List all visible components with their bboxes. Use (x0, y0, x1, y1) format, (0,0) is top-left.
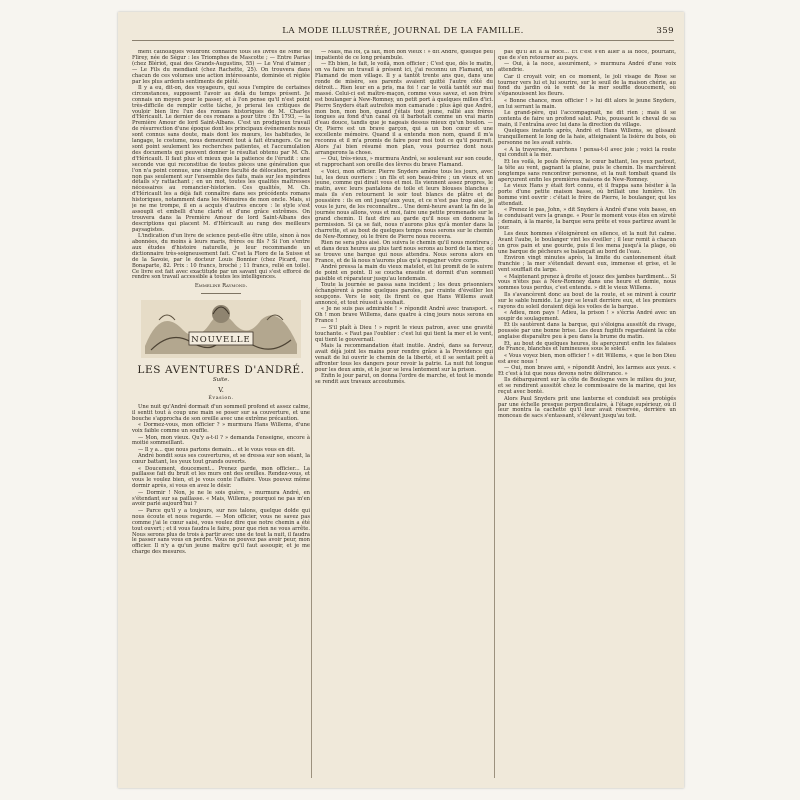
paragraph: Enfin le jour parut, on donna l'ordre de marche, et tout le monde se rendit aux travaux accoutumés. (315, 372, 493, 385)
newspaper-page (118, 12, 684, 788)
paragraph: Et, au bout de quelques heures, ils aperçurent enfin les falaises de France, blanches et lumineuses sous le soleil. (498, 340, 676, 353)
paragraph: Et les voilà, le pouls fiévreux, le cœur battant, les yeux partout, la tête au vent, gagnant la plaine, puis le chemin. Ils marchèrent longtemps sans rencontrer personne, et la nuit tombait quand ils aperçurent enfin les premières maisons de New-Romney. (498, 158, 676, 183)
column-1 (132, 50, 310, 778)
paragraph: « A la traversée, marchons ! pensa-t-il avec joie ; voici la route qui conduit à la mer. (498, 146, 676, 159)
story-subtitle: Suite. (212, 377, 230, 384)
paragraph: Rien ne sera plus aisé. On suivra le chemin qu'il nous montrera ; et dans deux heures au plus tard nous serons au bord de la mer, où se trouve une barque qui nous attendra. Nous serons alors en France, et de là nous n'aurons plus qu'à regagner votre corps. (315, 240, 493, 264)
paragraph: Ils débarquèrent sur la côte de Boulogne vers le milieu du jour, et se rendirent aussitôt chez le commissaire de la marine, qui les reçut avec bonté. (498, 377, 676, 396)
paragraph: Et ils sautèrent dans la barque, qui s'éloigna aussitôt du rivage, poussée par une bonne brise. Les deux fugitifs regardaient la côte anglaise disparaître peu à peu dans la brume du matin. (498, 322, 676, 341)
paragraph: « Je ne suis pas admirable ! » répondit André avec transport. « Oh ! mon brave Willems, dans quatre à cinq jours nous serons en France ! (315, 306, 493, 325)
paragraph: Le grand-père, qui l'accompagnait, ne dit rien ; mais il se contenta de faire un profond salut. Puis, poussant le cheval de sa main, il l'entraîna avec lui dans la direction du village. (498, 110, 676, 128)
story-title: LES AVENTURES D'ANDRÉ. (137, 364, 305, 377)
paragraph: André pressa la main du vieux matelot, et lui promit de le suivre de point en point. Il se coucha ensuite et dormit d'un sommeil paisible et réparateur jusqu'au lendemain. (315, 264, 493, 282)
paragraph: Il y a eu, dit-on, des voyageurs, qui sous l'empire de certaines circonstances, supposent l'avoir au delà du temps présent. Je connais un moyen pour le passer, et à l'on pense qu'il n'est point très-difficile de remplir cette tâche, je prierai les critiques de vouloir bien lire l'un des romans historiques de M. Charles d'Héricault. Le dernier de ces romans a pour titre : En 1793, — la Première Amour de lord Saint-Albans. C'est un prodigieux travail de résurrection d'une époque dont les principaux événements nous sont connus sans doute, mais dont les mœurs, les habitudes, le langage, le costume, nous demeurent tout à fait étrangers. Ce ne sont point seulement les recherches patientes, et l'accumulation des documents qui peuvent donner le résultat obtenu par M. Ch. d'Héricault. Il faut plus et mieux que la patience de l'érudit : une seconde vue qui reconstitue de toutes pièces une génération que l'on n'a point connue, une singulière faculté de délocation, portant non pas seulement sur l'ensemble des faits, mais sur les moindres détails s'y rattachant ; en un mot, toutes les qualités maîtresses nécessaires au romancier-historien. Ces qualités, M. Ch. d'Héricault les a déjà fait connaître dans ses précédents romans historiques, notamment dans les Mémoires de mon oncle. Mais, si je ne me trompe, il en a acquis d'autres encore : le style s'est assoupli et embelli d'une clarté et d'une grâce extrêmes. On trouvera dans la Première Amour de lord Saint-Albans des descriptions qui placent M. d'Héricault au rang des meilleurs paysagistes. (132, 84, 310, 233)
paragraph: « Voici, mon officier. Pierre Snyders amène tous les jours, avec lui, les deux ouvriers : un fils et son beau-frère ; un vieux et un jeune, comme qui dirait vous et moi. Ils viennent assez propres, le matin, avec leurs pantalons de toile et leurs blouses blanches ; mais ils s'en retournent le soir tout blancs de plâtre et de poussière : ils en ont jusqu'aux yeux, et ce n'est pas trop aisé, je vous le jure, de les reconnaître... Une demi-heure avant la fin de la journée nous allons, vous et moi, faire une petite promenade sur le grand chemin. Il faut dire au garde qu'il nous en donnera la permission. Si ça se fait, nous n'aurons plus qu'à monter dans la charrette, et au bout de quelques temps nous serons sur le chemin de New-Romney, où le frère de Pierre nous recevra. (315, 168, 493, 240)
paragraph: « Vous voyez bien, mon officier ! » dit Willems, « que le bon Dieu est avec nous ! (498, 352, 676, 365)
paragraph: Ils s'avancèrent donc au bout de la route, et se mirent à courir sur le sable humide. Le jour se levait derrière eux, et les premiers rayons du soleil doraient déjà les voiles de la barque. (498, 291, 676, 310)
banner-label: NOUVELLE (191, 335, 251, 346)
paragraph: « Maintenant prenez à droite et jouez des jambes hardiment... Si vous n'êtes pas à New-Romney dans une heure et demie, nous sommes tous perdus, c'est entendu. » dit le vieux Willems. (498, 273, 676, 292)
paragraph: — Il y a... que nous partons demain... et le vous vous en dit. (138, 446, 296, 453)
journal-title: LA MODE ILLUSTRÉE, JOURNAL DE LA FAMILLE. (282, 26, 524, 36)
column-rule (311, 50, 312, 778)
author-signature: Emmeline Raymond. (194, 283, 248, 290)
paragraph: pas qu'il ait à la noce... Et c'est s'en aller à la noce, pourtant, que de s'en retourner au pays. (498, 50, 676, 61)
paragraph: André bondit sous ses couvertures, et se dressa sur son séant, la cœur battant, les yeux tout grands ouverts. (132, 453, 310, 466)
paragraph: L'indication d'un livre de science peut-elle être utile, sinon à nos abonnées, du moins à leurs maris, frères ou fils ? Si l'on s'entre aux études d'histoire naturelle, je leur recommande un dictionnaire très-soigneusement fait. C'est la Flore de la Suisse et de la Savoie, par le docteur Louis Bonnier (chez Picard, rue Bonaparte, 82. Prix : 10 francs, broché ; 11 francs, relié en toile). Ce livre est fait avec exactitude par un savant qui s'est efforcé de rendre son travail accessible à toutes les intelligences. (132, 233, 310, 281)
paragraph: — Oui, à la noce, assurément, » murmura André d'une voix attendrie. (498, 61, 676, 74)
paragraph: Alors Paul Snyders prit une lanterne et conduisit ses protégés par une échelle presque perpendiculaire, à l'étage supérieur, où il leur montra la cachette qu'il leur avait réservée, derrière un monceau de sacs s'entassant, s'élevant jusqu'au toit. (498, 395, 676, 420)
paragraph: — Parce qu'il y a toujours, sur nos talons, quelque dolde qui nous écoute et nous regarde. — Mon officier, vous ne savez pas comme j'ai le cœur saisi, vous voulez dire que notre chemin a été tout ouvert ; et il vous faudra le faire, pour que rien ne vous arrête. Nous serons plus de trois à partir avec une de tout la nuit, il faudra le passer sans vous en perdre. Vous ne pouvez pas avoir peur, mon officier. Il n'y a qu'un jeune maître qu'il faut assoupir, et je me charge des mesures. (132, 507, 310, 556)
paragraph: « Prenez le pas, John, » dit Snyders à André d'une voix basse, en le conduisant vers la grange. « Pour le moment vous êtes en sûreté ; demain, à la marée, la barque sera prête et vous partirez avant le jour. (498, 207, 676, 231)
chapter-title: Évasion. (208, 396, 234, 402)
paragraph: « Adieu, mon pays ! Adieu, la prison ! » s'écria André avec un soupir de soulagement. (498, 309, 676, 322)
column-2 (315, 50, 493, 778)
paragraph: Environ vingt minutes après, la limite du cantonnement était franchie ; la mer s'étendait devant eux, immense et grise, et le vent soufflait du large. (498, 255, 676, 274)
paragraph: Une nuit qu'André dormait d'un sommeil profond et assez calme, il sentit tout à coup une main se poser sur sa couverture, et une bouche s'approcha de son oreille avec une extrême précaution. (132, 403, 310, 422)
paragraph: « Dormez-vous, mon officier ? » murmura Hans Willems, d'une voix faible comme un souffle. (132, 422, 310, 435)
separator (201, 293, 241, 294)
paragraph: Car il croyait voir, en ce moment, le joli visage de Rose se tourner vers lui et lui sourire, sur le seuil de la maison chérie, au fond du jardin où le vent de la mer souffle doucement, où s'épanouissent les fleurs. (498, 73, 676, 98)
paragraph: — Mon, mon vieux. Qu'y a-t-il ? » demanda l'enseigne, encore à moitié sommeillant. (132, 434, 310, 447)
page-number: 359 (656, 26, 674, 36)
chapter-number: V. (218, 386, 224, 395)
paragraph: Le vieux Hans y était fort connu, et il frappa sans hésiter à la porte d'une petite maison basse, où brillait une lumière. Un homme vint ouvrir : c'était le frère de Pierre, le boulanger, qui les attendait. (498, 182, 676, 207)
paragraph: « Doucement, doucement... Prenez garde, mon officier... La paillasse fait du bruit et les murs ont des oreilles. Rendez-vous, et vous le voulez bien, et je vous conte l'affaire. Vous pouvez même dormir après, si vous en avez le désir. (132, 465, 310, 490)
paragraph: Toute la journée se passa sans incident ; les deux prisonniers échangèrent à peine quelques paroles, par crainte d'éveiller les soupçons. Vers le soir, ils firent ce que Hans Willems avait annoncé, et tout réussit à souhait. (315, 282, 493, 307)
paragraph: ment catholiques voudront connaître tous les livres de Mme de Flirey, née de Ségur : les Triomphes de Mascotte ; — Entre Parias (chez Blériot, quai des Grands-Augustins, 55) — Le Vrai d'aimer ; — Le Fils du mendiant (chez Rachette, 25). On trouvera dans chacun de ces volumes une action intéressante, dominée et réglée par les plus ardents sentiments de piété. (132, 50, 310, 85)
paragraph: — Mais, ma foi, ça fait, mon bon vieux ! » dit André, quelque peu impatienté de ce long préambule. (315, 50, 493, 61)
paragraph: — Oui, très-vieux, » murmura André, se soulevant sur son coude, et rapprochant son oreille des lèvres du brave Flamand. (315, 156, 493, 169)
paragraph: Mais la recommandation était inutile. André, dans sa ferveur, avait déjà joint les mains pour rendre grâce à la Providence qui venait de lui ouvrir le chemin de la liberté, et il se sentait prêt à affronter tous les dangers pour revoir la patrie. La nuit fut longue pour les deux amis, et le jour se leva lentement sur la prison. (315, 342, 493, 373)
paragraph: — Oui, mon brave ami, » répondit André, les larmes aux yeux. « Et c'est à lui que nous devons notre délivrance. » (498, 365, 676, 378)
paragraph: — Dormir ! Non, je ne le sois guère, » murmura André, en s'étendant sur sa paillasse. « Mais, Willems, pourquoi ne pas m'en avoir parlé aujourd'hui ? (132, 489, 310, 508)
paragraph: — Eh bien, le fait, le voilà, mon officier ; C'est que, dès le matin, on va faire un travail à présent ici, j'ai reconnu un Flamand, un Flamand de mon village. Il y a tantôt trente ans que, dans une ronde de misère, ses parents avaient quitté l'autre côté du détroit... Rien leur en a pris, ma foi ! car le voilà tantôt sur mai massé. Celui-ci est maître-maçon, comme vous savez, et son frère est boulanger à New-Romney, un petit port à quelques milles d'ici. Pierre Snyders était autrefois mon camarade : plus âgé que André, mon bon, mon bon, quand j'étais tout jeune, rallié aux frères longues au fond d'un canal où il barbotait comme un vrai marin d'eau douce, tandis que je nageais dessus mieux qu'un boulon. — Or, Pierre est un brave garçon, qui a un bon cœur et une excellente mémoire. Quand il a entendu mon nom, quand il m'a reconnu et il m'a promis de faire pour moi tout ce qu'il pourrait. Alors j'ai bien résumé mon plan, vous pourriez dont nous arrangerons la chose. (315, 61, 493, 156)
column-3 (498, 50, 676, 778)
column-rule (494, 50, 495, 778)
paragraph: Les deux hommes s'éloignèrent en silence, et la nuit fut calme. Avant l'aube, le boulanger vint les éveiller ; il leur remit à chacun un gros pain et une gourde, puis il les mena jusqu'à la plage, où une barque de pêcheurs se balançait au bord de l'eau. (498, 231, 676, 255)
nouvelle-banner (141, 300, 301, 358)
paragraph: — S'il plaît à Dieu ! » reprit le vieux patron, avec une gravité touchante. « Faut pas l'oublier : c'est lui qui tient la mer et le vent, qui tient le gouvernail. (315, 324, 493, 343)
ornament-illustration (141, 300, 301, 358)
paragraph: « Bonne chance, mon officier ! » lui dit alors le jeune Snyders, en lui serrant la main. (498, 97, 676, 110)
page-header (132, 26, 674, 41)
paragraph: Quelques instants après, André et Hans Willems, se glissant tranquillement le long de la haie, atteignaient la lisière du bois, où personne ne les avait suivis. (498, 128, 676, 147)
